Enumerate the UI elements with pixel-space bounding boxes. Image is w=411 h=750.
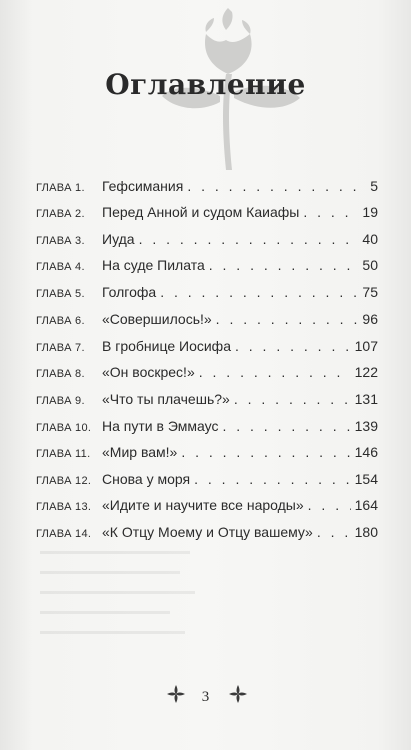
leader-dots xyxy=(234,391,351,407)
chapter-label: ГЛАВА 2. xyxy=(36,208,85,220)
chapter-label: ГЛАВА 11. xyxy=(36,448,91,460)
page-number: 75 xyxy=(362,284,378,300)
toc-entry xyxy=(36,444,378,468)
leader-dots xyxy=(160,284,358,300)
page-number: 19 xyxy=(362,204,378,220)
leader-dots xyxy=(181,444,350,460)
leader-dots xyxy=(187,178,366,194)
page-number: 154 xyxy=(354,471,378,487)
leader-dots xyxy=(199,364,351,380)
chapter-title: Снова у моря xyxy=(102,471,191,487)
page-title: Оглавление xyxy=(105,68,306,101)
page-number: 96 xyxy=(362,311,378,327)
chapter-label: ГЛАВА 3. xyxy=(36,235,85,247)
page-number: 146 xyxy=(354,444,378,460)
chapter-title: «Совершилось!» xyxy=(102,311,212,327)
page-number: 180 xyxy=(354,524,378,540)
leader-dots xyxy=(235,338,351,354)
chapter-label: ГЛАВА 14. xyxy=(36,528,92,540)
leader-dots xyxy=(194,471,351,487)
chapter-label: ГЛАВА 5. xyxy=(36,288,85,300)
chapter-title: В гробнице Иосифа xyxy=(102,338,231,354)
toc-entry xyxy=(36,311,378,335)
page-number: 122 xyxy=(354,364,378,380)
chapter-label: ГЛАВА 12. xyxy=(36,475,92,487)
chapter-label: ГЛАВА 9. xyxy=(36,395,85,407)
toc-entry xyxy=(36,257,378,281)
chapter-label: ГЛАВА 7. xyxy=(36,342,85,354)
leader-dots xyxy=(308,497,351,513)
bleed-through-texture xyxy=(40,545,200,655)
leader-dots xyxy=(222,418,350,434)
page-number: 164 xyxy=(354,497,378,513)
toc-entry xyxy=(36,284,378,308)
leader-dots xyxy=(317,524,351,540)
page-number: 40 xyxy=(362,231,378,247)
leader-dots xyxy=(139,231,359,247)
toc-entry xyxy=(36,178,378,202)
chapter-label: ГЛАВА 13. xyxy=(36,501,92,513)
leader-dots xyxy=(216,311,359,327)
chapter-label: ГЛАВА 10. xyxy=(36,422,92,434)
toc-entry xyxy=(36,204,378,228)
toc-entry xyxy=(36,418,378,442)
chapter-title: На пути в Эммаус xyxy=(102,418,219,434)
toc-entry xyxy=(36,391,378,415)
chapter-title: Гефсимания xyxy=(102,178,184,194)
toc-entry xyxy=(36,338,378,362)
chapter-title: Перед Анной и судом Каиафы xyxy=(102,204,300,220)
chapter-title: «К Отцу Моему и Отцу вашему» xyxy=(102,524,313,540)
chapter-label: ГЛАВА 4. xyxy=(36,261,85,273)
toc-entry xyxy=(36,231,378,255)
toc-entry xyxy=(36,364,378,388)
page-number: 107 xyxy=(354,338,378,354)
chapter-title: «Что ты плачешь?» xyxy=(102,391,230,407)
chapter-label: ГЛАВА 8. xyxy=(36,368,85,380)
page-number: 5 xyxy=(370,178,378,194)
leader-dots xyxy=(303,204,358,220)
leader-dots xyxy=(209,257,359,273)
chapter-title: «Идите и научите все народы» xyxy=(102,497,304,513)
chapter-title: На суде Пилата xyxy=(102,257,205,273)
page-number-footer: 3 xyxy=(201,689,210,705)
chapter-title: Голгофа xyxy=(102,284,157,300)
chapter-label: ГЛАВА 6. xyxy=(36,315,85,327)
page-number: 139 xyxy=(354,418,378,434)
toc-entry xyxy=(36,471,378,495)
chapter-title: «Мир вам!» xyxy=(102,444,178,460)
page-number: 50 xyxy=(362,257,378,273)
toc-entry xyxy=(36,497,378,521)
chapter-label: ГЛАВА 1. xyxy=(36,182,85,194)
page-number: 131 xyxy=(354,391,378,407)
chapter-title: «Он воскрес!» xyxy=(102,364,195,380)
chapter-title: Иуда xyxy=(102,231,135,247)
